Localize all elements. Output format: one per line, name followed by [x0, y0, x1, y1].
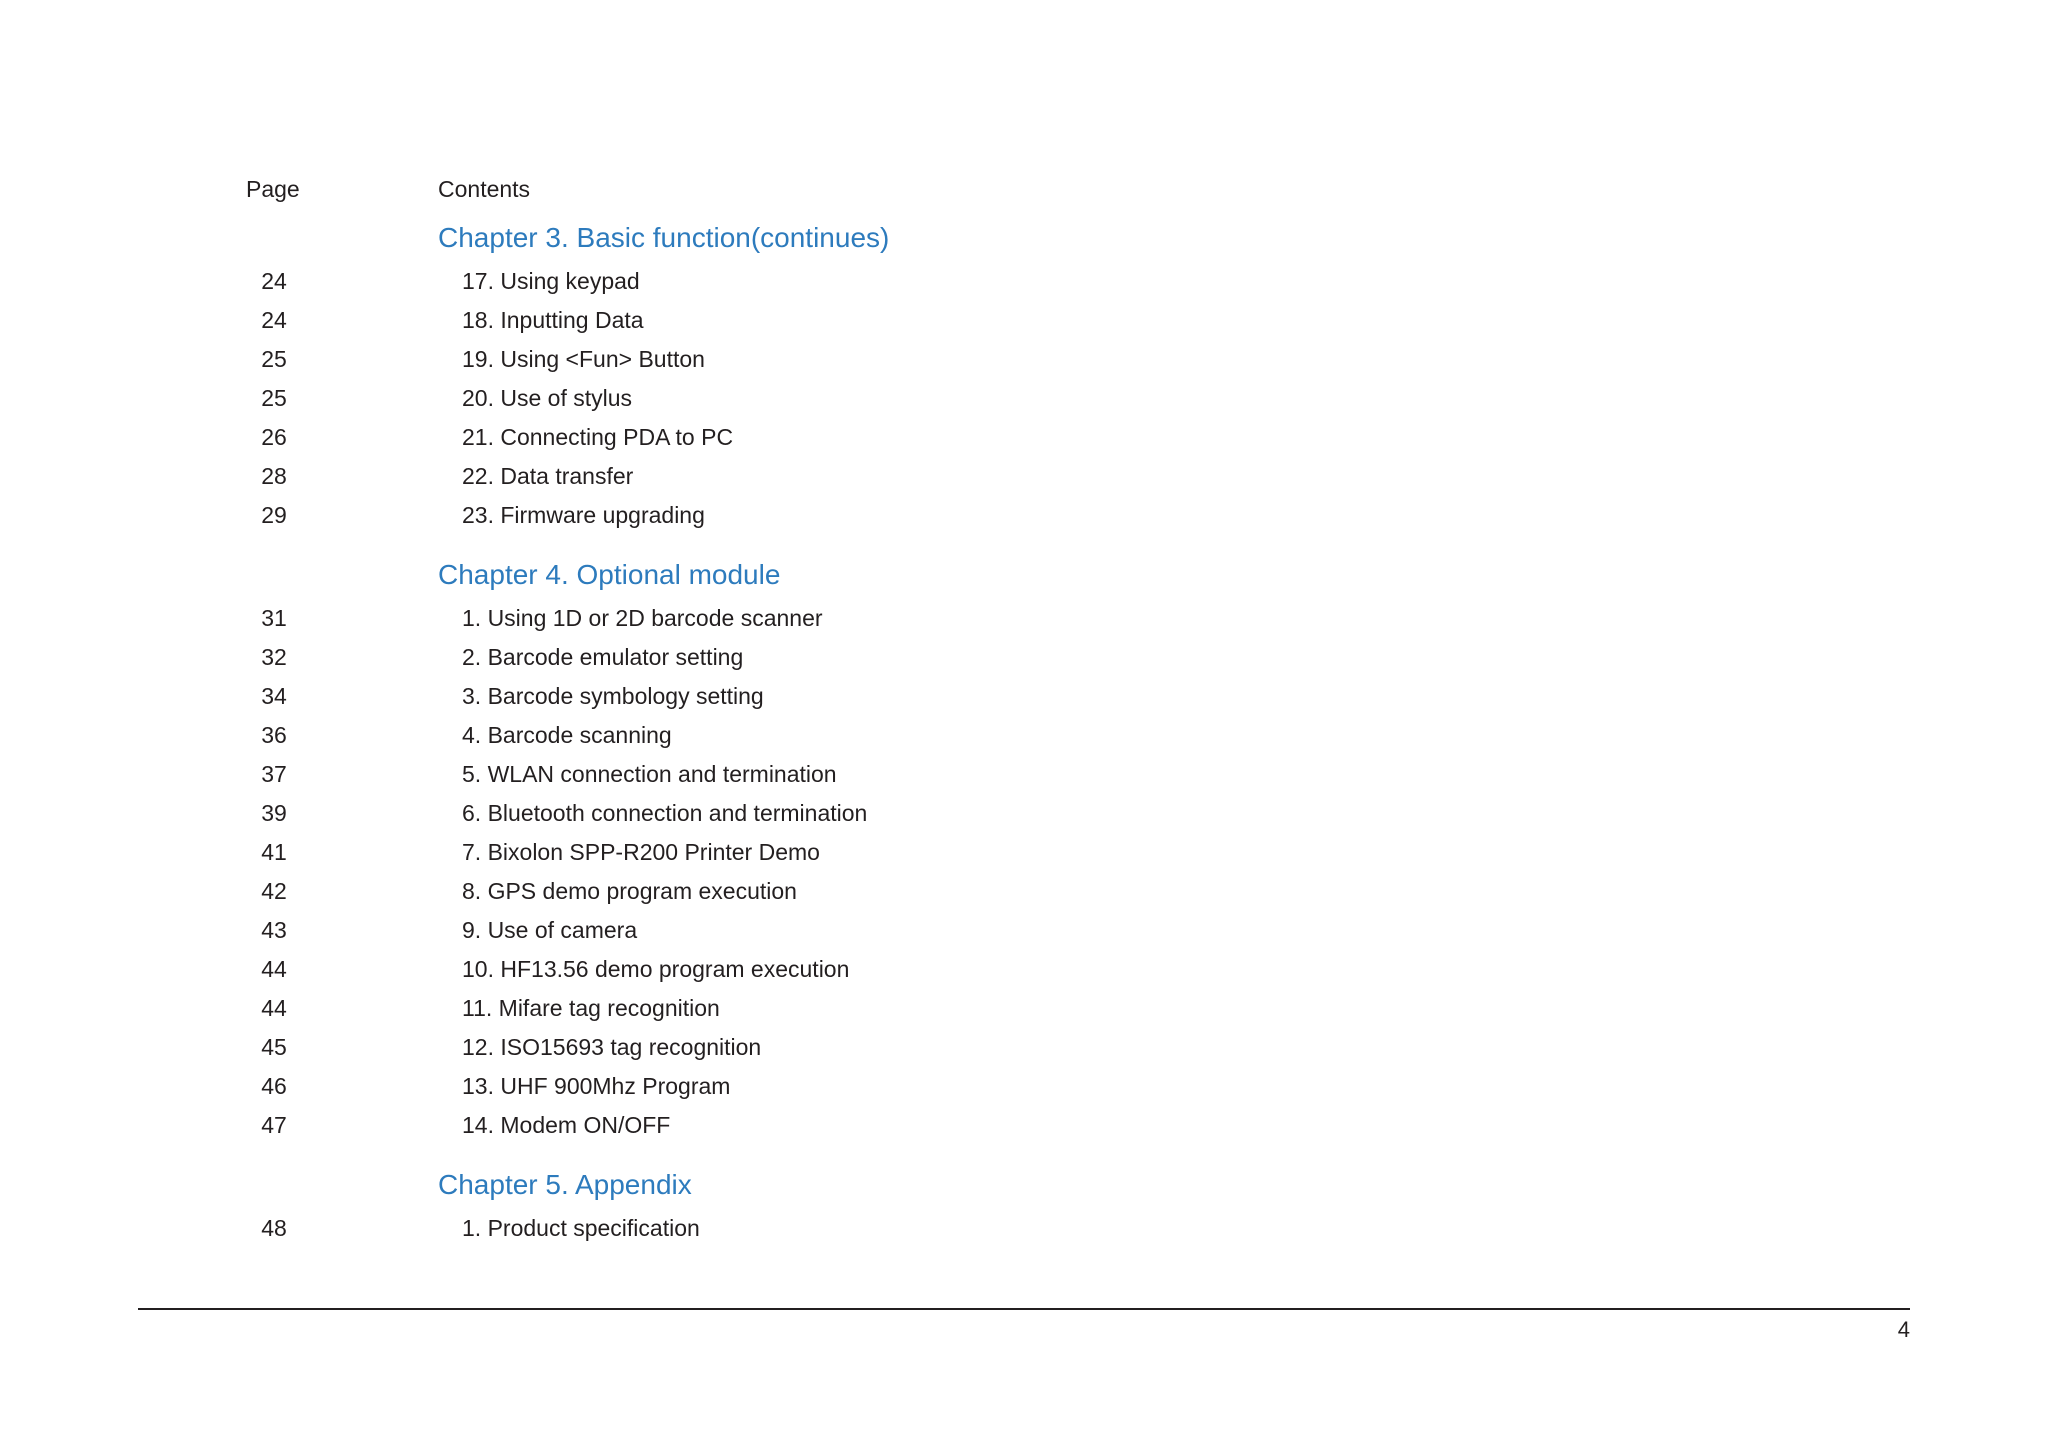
toc-entry[interactable] [0, 496, 1000, 535]
toc-entry[interactable] [0, 950, 1000, 989]
toc-entry-page: 46 [261, 1073, 287, 1099]
toc-entry-page: 45 [261, 1034, 287, 1060]
toc-entry-title: 1. Product specification [462, 1215, 700, 1241]
toc-entry-page: 44 [261, 995, 287, 1021]
toc-entry-title: 5. WLAN connection and termination [462, 761, 837, 787]
toc-entry-title: 13. UHF 900Mhz Program [462, 1073, 731, 1099]
toc-entry-title: 17. Using keypad [462, 268, 640, 294]
toc-entry-title: 10. HF13.56 demo program execution [462, 956, 850, 982]
toc-entry[interactable] [0, 911, 1000, 950]
toc-entry-title: 6. Bluetooth connection and termination [462, 800, 868, 826]
toc-entry[interactable] [0, 457, 1000, 496]
toc-entry-title: 23. Firmware upgrading [462, 502, 705, 528]
toc-entry-title: 7. Bixolon SPP-R200 Printer Demo [462, 839, 820, 865]
toc-entry[interactable] [0, 599, 1000, 638]
toc-entry-page: 26 [261, 424, 287, 450]
toc-entry[interactable] [0, 1106, 1000, 1145]
page-number: 4 [1897, 1317, 1910, 1342]
toc-entry-title: 19. Using <Fun> Button [462, 346, 705, 372]
footer-divider [138, 1308, 1910, 1310]
toc-entry-title: 20. Use of stylus [462, 385, 633, 411]
toc-entry[interactable] [0, 716, 1000, 755]
toc-entry-page: 44 [261, 956, 287, 982]
toc-entry[interactable] [0, 794, 1000, 833]
page-column-header: Page [246, 176, 300, 202]
toc-entry-page: 24 [261, 307, 287, 333]
toc-entry-title: 22. Data transfer [462, 463, 634, 489]
toc-entry-page: 29 [261, 502, 287, 528]
toc-entry[interactable] [0, 301, 1000, 340]
toc-entry-page: 31 [261, 605, 287, 631]
toc-entry-title: 11. Mifare tag recognition [462, 995, 720, 1021]
toc-entry-page: 25 [261, 385, 287, 411]
toc-entry-page: 47 [261, 1112, 287, 1138]
chapter-spacer [0, 1145, 1000, 1165]
toc-entry[interactable] [0, 379, 1000, 418]
toc-entry[interactable] [0, 755, 1000, 794]
chapter-spacer [0, 535, 1000, 555]
chapter-heading-row [0, 218, 1000, 262]
toc-entry-title: 12. ISO15693 tag recognition [462, 1034, 762, 1060]
toc-entry[interactable] [0, 262, 1000, 301]
toc-entry-title: 2. Barcode emulator setting [462, 644, 744, 670]
toc-entry[interactable] [0, 833, 1000, 872]
toc-entry[interactable] [0, 1028, 1000, 1067]
toc-entry[interactable] [0, 872, 1000, 911]
toc-entry[interactable] [0, 1067, 1000, 1106]
toc-entry-title: 9. Use of camera [462, 917, 638, 943]
chapter-title: Chapter 3. Basic function(continues) [438, 222, 890, 253]
toc-entry-page: 42 [261, 878, 287, 904]
toc-entry-page: 36 [261, 722, 287, 748]
toc-entry[interactable] [0, 638, 1000, 677]
toc-entry-page: 43 [261, 917, 287, 943]
toc-entry[interactable] [0, 340, 1000, 379]
chapter-heading-row [0, 1165, 1000, 1209]
toc-entry-page: 41 [261, 839, 287, 865]
toc-entry[interactable] [0, 677, 1000, 716]
toc-entry[interactable] [0, 1209, 1000, 1248]
toc-entry-page: 48 [261, 1215, 287, 1241]
table-of-contents [0, 218, 1000, 1248]
chapter-title: Chapter 5. Appendix [438, 1169, 692, 1200]
chapter-heading-row [0, 555, 1000, 599]
chapter-title: Chapter 4. Optional module [438, 559, 781, 590]
toc-entry-page: 37 [261, 761, 287, 787]
toc-entry-title: 1. Using 1D or 2D barcode scanner [462, 605, 823, 631]
toc-entry-title: 14. Modem ON/OFF [462, 1112, 671, 1138]
toc-entry-title: 18. Inputting Data [462, 307, 644, 333]
toc-entry-title: 3. Barcode symbology setting [462, 683, 764, 709]
contents-column-header: Contents [438, 176, 531, 202]
toc-entry-page: 39 [261, 800, 287, 826]
toc-entry-page: 32 [261, 644, 287, 670]
toc-entry-title: 21. Connecting PDA to PC [462, 424, 734, 450]
toc-entry-page: 25 [261, 346, 287, 372]
toc-entry-page: 34 [261, 683, 287, 709]
toc-entry[interactable] [0, 418, 1000, 457]
toc-entry-title: 4. Barcode scanning [462, 722, 672, 748]
toc-entry-page: 24 [261, 268, 287, 294]
toc-entry[interactable] [0, 989, 1000, 1028]
toc-entry-title: 8. GPS demo program execution [462, 878, 797, 904]
toc-entry-page: 28 [261, 463, 287, 489]
